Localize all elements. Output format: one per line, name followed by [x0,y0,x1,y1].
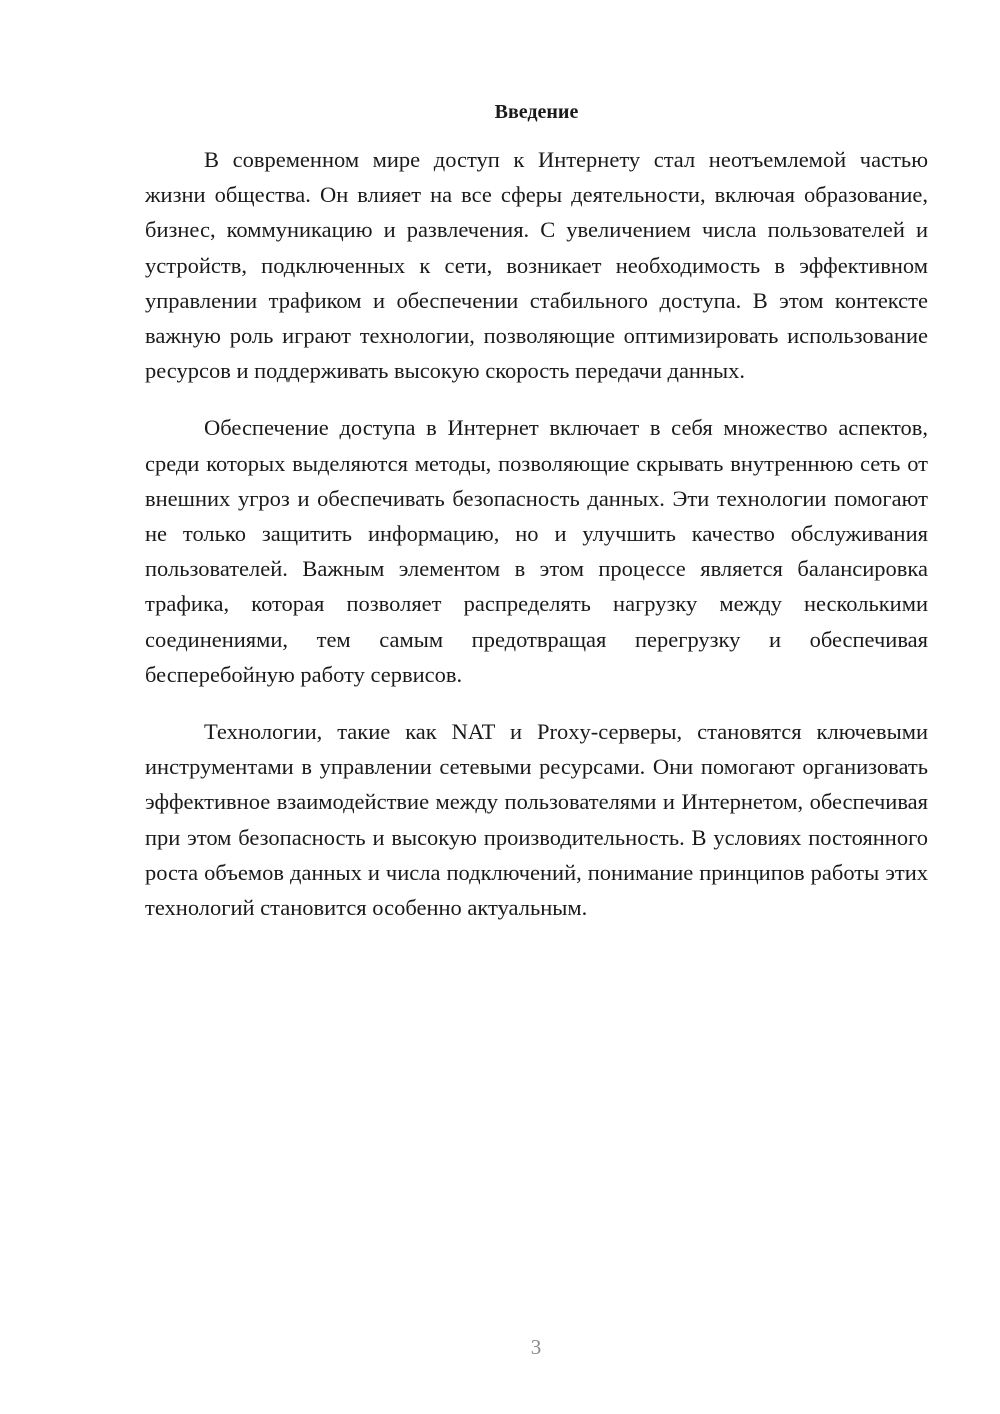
paragraph-2: Обеспечение доступа в Интернет включает в себя множество аспектов, среди которых выделяются методы, позволяющие скрывать внутреннюю сеть от внешних угроз и обеспечивать безопасность данных. Эти технологии помогают не только защитить информацию, но и улучшить качество обслуживания пользователей. Важным элементом в этом процессе является балансировка трафика, которая позволяет распределять нагрузку между несколькими соединениями, тем самым предотвращая перегрузку и обеспечивая бесперебойную работу сервисов. [145,415,928,687]
document-body [145,142,928,947]
paragraph-1: В современном мире доступ к Интернету стал неотъемлемой частью жизни общества. Он влияет на все сферы деятельности, включая образование, бизнес, коммуникацию и развлечения. С увеличением числа пользователей и устройств, подключенных к сети, возникает необходимость в эффективном управлении трафиком и обеспечении стабильного доступа. В этом контексте важную роль играют технологии, позволяющие оптимизировать использование ресурсов и поддерживать высокую скорость передачи данных. [145,147,928,384]
page-number: 3 [530,1335,542,1359]
paragraph-3: Технологии, такие как NAT и Proxy-серверы, становятся ключевыми инструментами в управлении сетевыми ресурсами. Они помогают организовать эффективное взаимодействие между пользователями и Интернетом, обеспечивая при этом безопасность и высокую производительность. В условиях постоянного роста объемов данных и числа подключений, понимание принципов работы этих технологий становится особенно актуальным. [145,719,928,921]
page-title: Введение [494,101,579,123]
